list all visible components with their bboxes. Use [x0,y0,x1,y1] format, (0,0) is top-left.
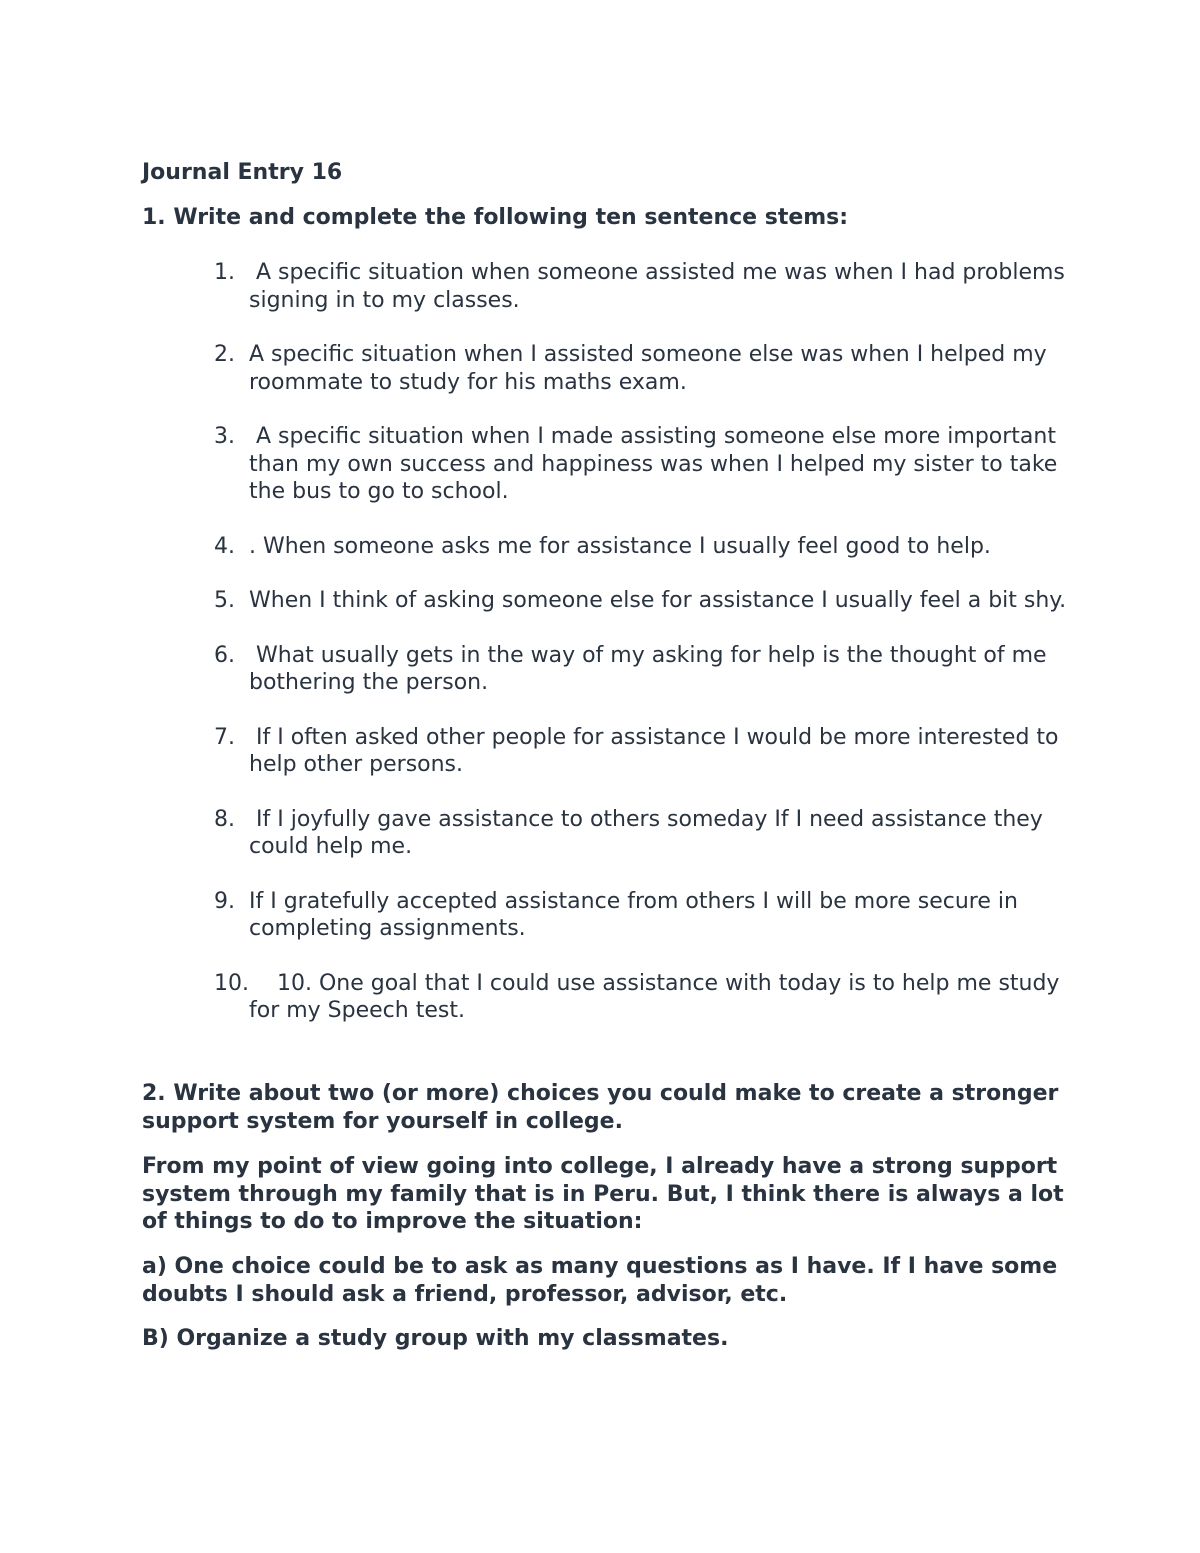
list-item-number: 5. [214,588,235,613]
answer-choice-a: a) One choice could be to ask as many questions as I have. If I have some doubts I should ask a friend, professor, advisor, etc. [142,1254,1058,1307]
list-item-text: When I think of asking someone else for assistance I usually feel a bit shy. [249,588,1067,613]
list-item [142,806,1072,861]
list-item [142,259,1072,314]
list-item [142,423,1072,506]
list-item [142,587,1072,615]
question-1-heading: 1. Write and complete the following ten sentence stems: [142,205,849,230]
list-item [142,888,1072,943]
question-2-heading: 2. Write about two (or more) choices you could make to create a stronger support system for yourself in college. [142,1081,1059,1134]
list-item [142,724,1072,779]
list-item-text: . When someone asks me for assistance I usually feel good to help. [249,533,991,559]
list-item-number: 10. [214,970,249,996]
sentence-stems-list [142,259,1072,1052]
list-item-text: A specific situation when I made assisting someone else more important than my own success and happiness was when I helped my sister to take the bus to go to school. [249,424,1065,504]
list-item-text: A specific situation when I assisted someone else was when I helped my roommate to study for his maths exam. [249,342,1054,395]
list-item-number: 2. [214,342,235,367]
answer-intro-paragraph: From my point of view going into college, I already have a strong support system through my family that is in Peru. But, I think there is always a lot of things to do to improve the situation: [142,1154,1064,1234]
list-item-number: 3. [214,424,235,449]
list-item-text: A specific situation when someone assisted me was when I had problems signing in to my classes. [249,260,1072,313]
list-item [142,642,1072,697]
list-item-text: What usually gets in the way of my asking for help is the thought of me bothering the person. [249,642,1054,695]
list-item-text: If I joyfully gave assistance to others someday If I need assistance they could help me. [249,806,1050,859]
list-item-text: 10. One goal that I could use assistance with today is to help me study for my Speech test. [249,970,1067,1023]
list-item [142,533,1072,561]
list-item [142,970,1072,1025]
list-item-text: If I gratefully accepted assistance from others I will be more secure in completing assignments. [249,888,1025,941]
answer-choice-b: B) Organize a study group with my classmates. [142,1326,729,1351]
list-item-number: 7. [214,724,235,750]
list-item-number: 6. [214,642,235,668]
list-item-number: 9. [214,888,235,914]
list-item-number: 8. [214,806,235,832]
list-item-number: 1. [214,260,235,285]
list-item [142,341,1072,396]
list-item-number: 4. [214,533,235,559]
document-title: Journal Entry 16 [142,160,343,185]
list-item-text: If I often asked other people for assistance I would be more interested to help other persons. [249,724,1066,777]
